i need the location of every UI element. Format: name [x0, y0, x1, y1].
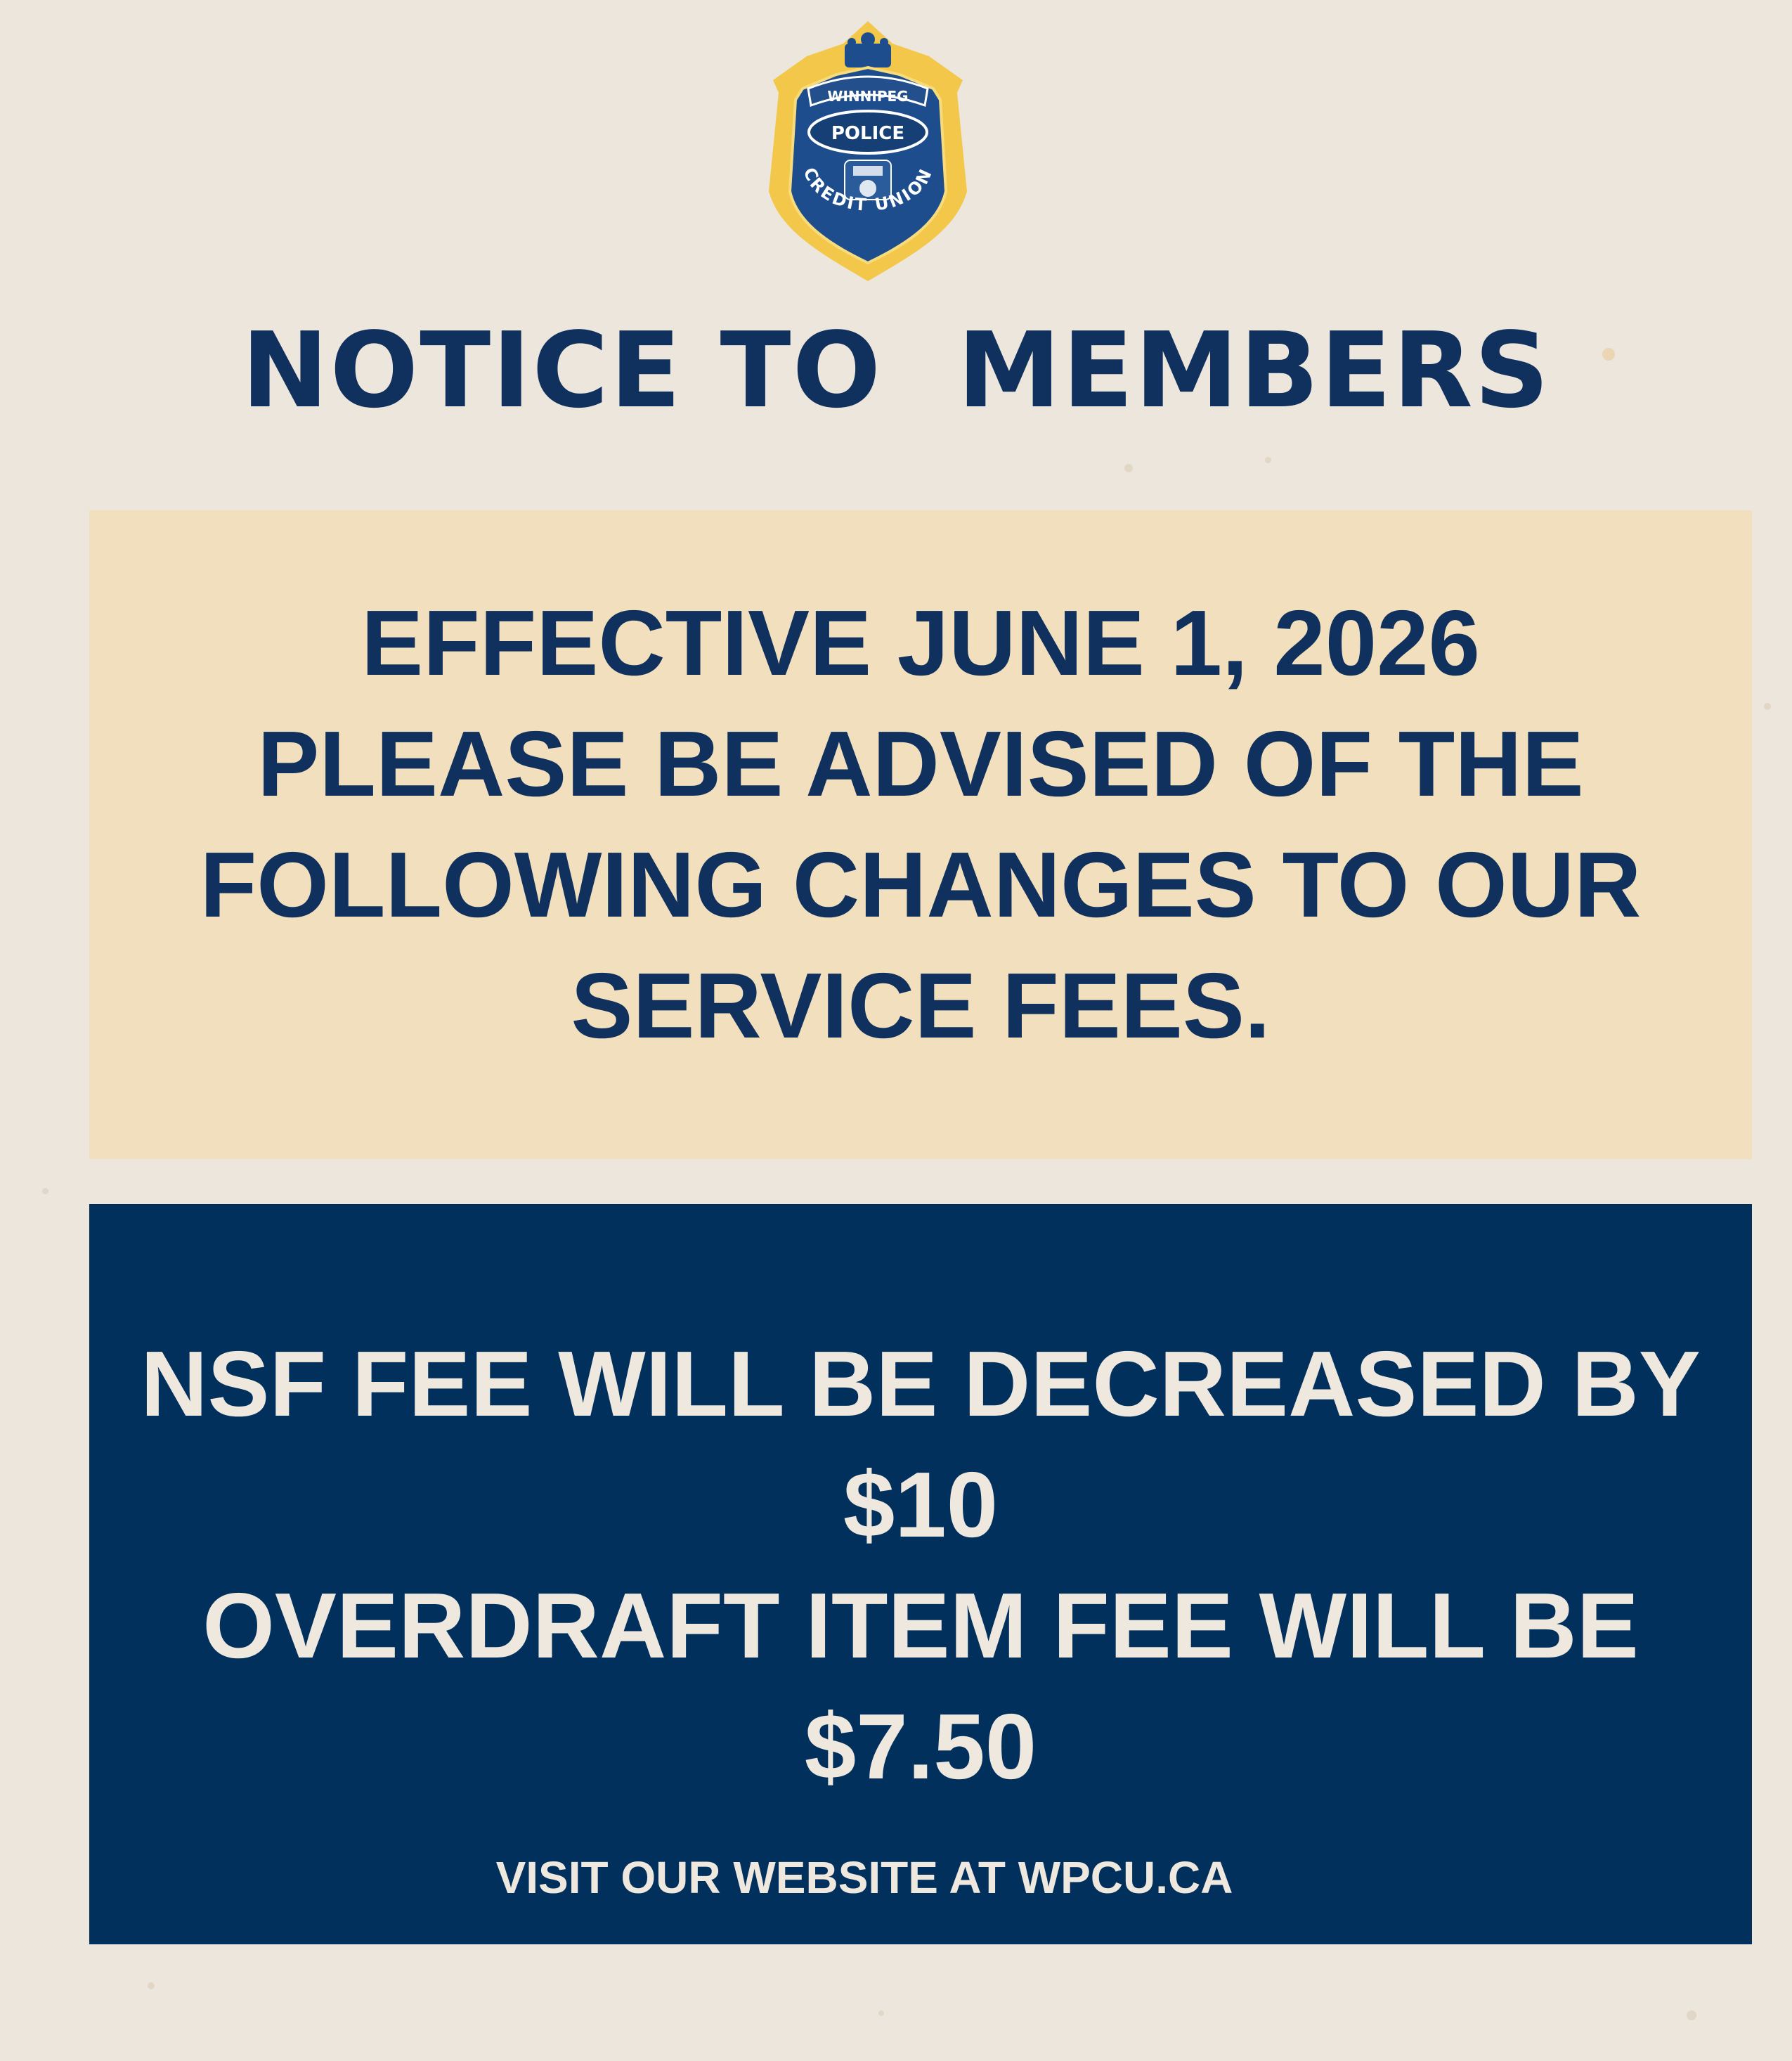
announcement-line: PLEASE BE ADVISED OF THE [257, 711, 1584, 815]
paper-speck [148, 1982, 155, 1989]
announcement-text [119, 583, 1722, 1066]
overdraft-fee-line: OVERDRAFT ITEM FEE WILL BE [202, 1574, 1639, 1677]
logo-bottom-text: CREDIT UNION [799, 164, 937, 215]
overdraft-fee-amount: $7.50 [804, 1695, 1037, 1798]
paper-speck [1764, 703, 1771, 710]
logo-middle-text: POLICE [831, 123, 905, 144]
announcement-line: FOLLOWING CHANGES TO OUR [200, 832, 1642, 936]
fees-panel [89, 1204, 1752, 1944]
logo-top-text: WINNIPEG [827, 88, 909, 105]
announcement-line: EFFECTIVE JUNE 1, 2026 [361, 590, 1480, 694]
fees-text [131, 1324, 1710, 1807]
credit-union-logo [766, 15, 970, 284]
announcement-panel [89, 510, 1752, 1159]
website-link[interactable]: VISIT OUR WEBSITE AT WPCU.CA [495, 1852, 1233, 1903]
paper-speck [42, 1188, 48, 1194]
paper-speck [1265, 457, 1271, 463]
paper-speck [878, 2010, 884, 2016]
paper-speck [1124, 464, 1133, 472]
nsf-fee-line: NSF FEE WILL BE DECREASED BY [141, 1332, 1701, 1435]
announcement-line: SERVICE FEES. [571, 953, 1271, 1057]
paper-speck [1687, 2010, 1696, 2020]
nsf-fee-amount: $10 [843, 1453, 999, 1556]
page-title: NOTICE TO MEMBERS [241, 310, 1551, 431]
